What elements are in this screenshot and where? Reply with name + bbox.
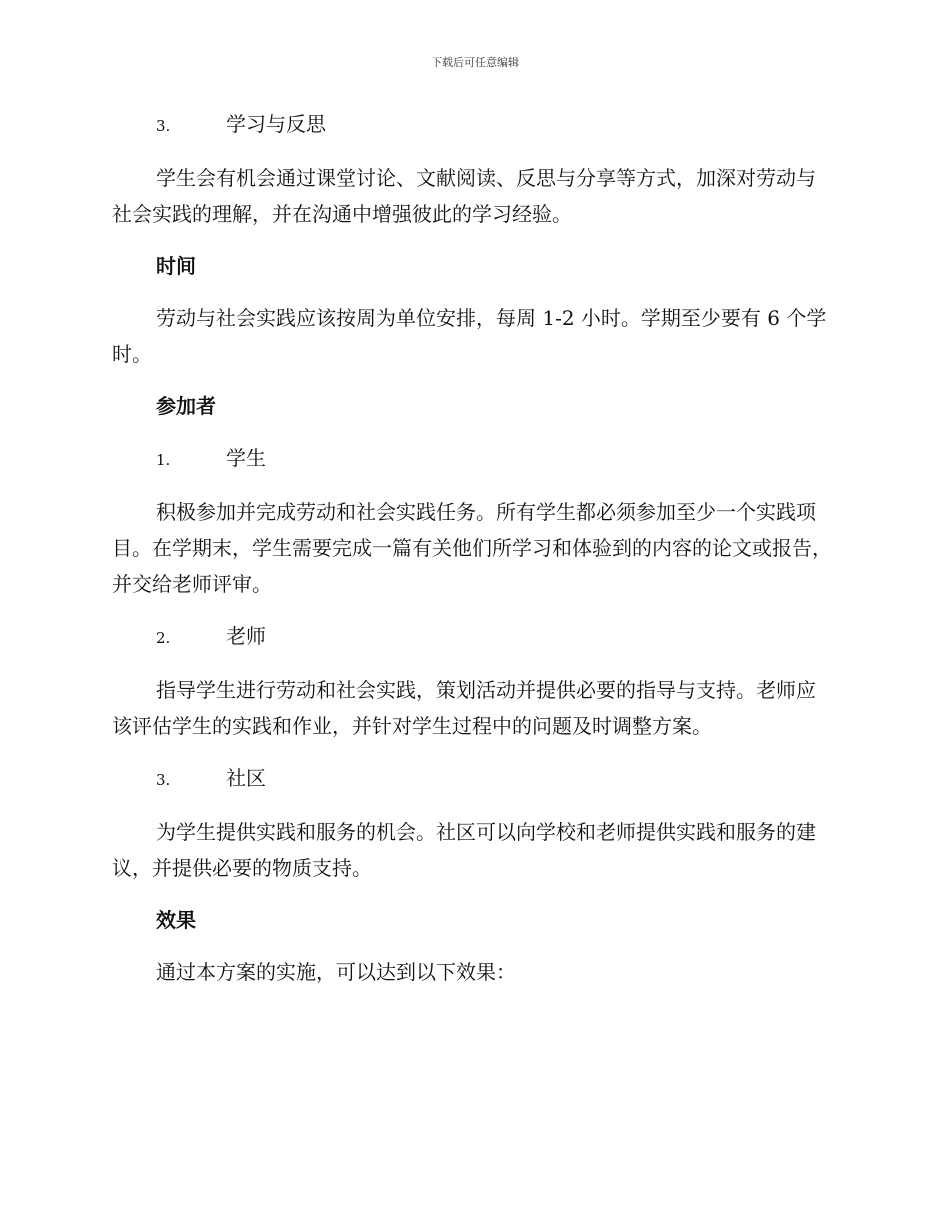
section-heading-participants: 参加者 [156,394,216,418]
list-label: 老师 [226,624,266,648]
list-number: 2. [156,629,171,647]
paragraph-effect: 通过本方案的实施，可以达到以下效果： [156,960,516,984]
section-heading-time: 时间 [156,254,196,278]
list-number: 1. [156,451,171,469]
list-item-learning [112,106,832,144]
paragraph-time: 劳动与社会实践应该按周为单位安排，每周 1-2 小时。学期至少要有 6 个学时。 [112,306,827,366]
list-number: 3. [156,771,171,789]
list-label: 社区 [226,766,266,790]
paragraph-learning: 学生会有机会通过课堂讨论、文献阅读、反思与分享等方式，加深对劳动与社会实践的理解，并在沟通中增强彼此的学习经验。 [112,166,816,226]
list-label: 学生 [226,446,266,470]
paragraph-community: 为学生提供实践和服务的机会。社区可以向学校和老师提供实践和服务的建议，并提供必要的物质支持。 [112,820,816,880]
page-header: 下载后可任意编辑 [431,56,519,69]
list-item-student [112,440,832,478]
paragraph-teacher: 指导学生进行劳动和社会实践，策划活动并提供必要的指导与支持。老师应该评估学生的实践和作业，并针对学生过程中的问题及时调整方案。 [112,678,816,738]
section-heading-effect: 效果 [156,908,196,932]
list-number: 3. [156,117,171,135]
document-body [112,106,832,990]
list-label: 学习与反思 [226,112,326,136]
list-item-community [112,760,832,798]
list-item-teacher [112,618,832,656]
paragraph-student: 积极参加并完成劳动和社会实践任务。所有学生都必须参加至少一个实践项目。在学期末，学生需要完成一篇有关他们所学习和体验到的内容的论文或报告，并交给老师评审。 [112,500,832,596]
